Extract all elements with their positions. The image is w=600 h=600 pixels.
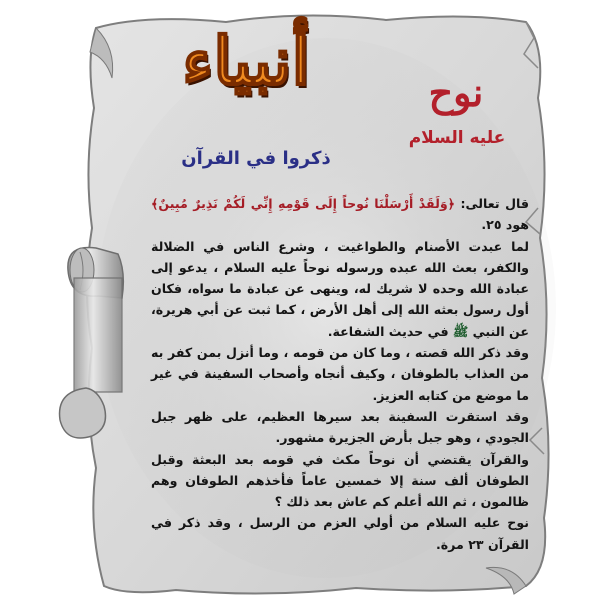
verse-intro: قال تعالى: xyxy=(455,196,529,211)
paragraph-1-end: في حديث الشفاعة. xyxy=(327,323,449,339)
paragraph-1 xyxy=(151,236,529,342)
paragraph-5: نوح عليه السلام من أولي العزم من الرسل ، وقد ذكر في القرآن ٢٣ مرة. xyxy=(151,515,529,552)
paragraph-1-text: لما عبدت الأصنام والطواغيت ، وشرع الناس في الضلالة والكفر، بعث الله عبده ورسوله نوحاً عليه السلام ، يدعو إلى عبادة الله وحده لا شريك له، وينهى عن عبادة ما سواه، فكان أول رسول بعثه الله إلى أهل الأرض ، كما ثبت عن أبي هريرة، عن النبي xyxy=(151,238,529,339)
quran-verse: ﴿وَلَقَدْ أَرْسَلْنَا نُوحاً إِلَى قَوْمِهِ إِنِّي لَكُمْ نَذِيرٌ مُبِينٌ﴾ xyxy=(151,196,456,211)
paragraph-3: وقد استقرت السفينة بعد سيرها العظيم، على ظهر جبل الجودي ، وهو جبل بأرض الجزيرة مشهور. xyxy=(151,408,529,446)
prophet-name: نوح xyxy=(428,70,484,115)
parchment-scroll xyxy=(26,8,578,596)
verse-reference: هود ٢٥. xyxy=(481,217,529,233)
salla-symbol: ﷺ xyxy=(453,323,469,339)
verse-paragraph xyxy=(151,193,529,236)
prophet-honorific: عليه السلام xyxy=(408,128,506,148)
header-subtitle: ذكروا في القرآن xyxy=(181,148,331,169)
header-title: أنبياء xyxy=(182,22,310,100)
paragraph-2: وقد ذكر الله قصته ، وما كان من قومه ، وما أنزل بمن كفر به من العذاب بالطوفان ، وكيف أنجاه وأصحاب السفينة في غير ما موضع من كتابه العزيز. xyxy=(151,345,529,403)
paragraph-4: والقرآن يقتضي أن نوحاً مكث في قومه بعد البعثة وقبل الطوفان ألف سنة إلا خمسين عاماً فأخذهم الطوفان وهم ظالمون ، ثم الله أعلم كم عاش بعد ذلك ؟ xyxy=(151,451,529,510)
article-body xyxy=(151,193,529,555)
